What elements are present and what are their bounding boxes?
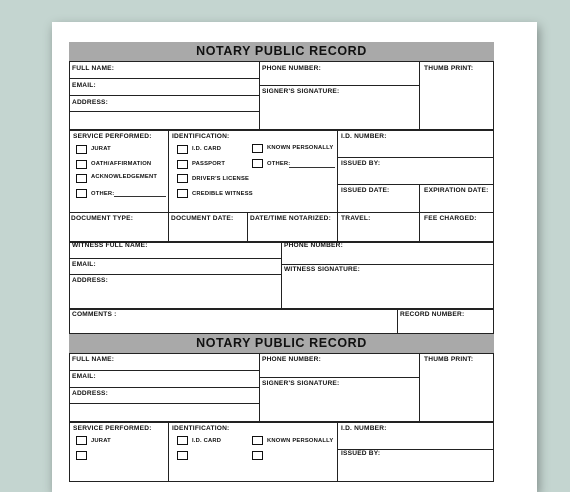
- drivers-license-label: DRIVER'S LICENSE: [192, 176, 250, 182]
- known-personally-label: KNOWN PERSONALLY: [267, 145, 334, 151]
- acknowledgement-checkbox[interactable]: [76, 174, 87, 183]
- service-other-line: [114, 196, 166, 197]
- expiration-date-label: EXPIRATION DATE:: [424, 187, 489, 194]
- record-number-label: RECORD NUMBER:: [400, 311, 465, 318]
- witness-address-label: ADDRESS:: [72, 277, 109, 284]
- witness-email-label: EMAIL:: [72, 261, 96, 268]
- datetime-notarized-label: DATE/TIME NOTARIZED:: [250, 215, 332, 222]
- thumb-print-label-2: THUMB PRINT:: [424, 356, 474, 363]
- phone-number-label-2: PHONE NUMBER:: [262, 356, 322, 363]
- passport-checkbox[interactable]: [177, 160, 188, 169]
- id-number-label: I.D. NUMBER:: [341, 133, 387, 140]
- known-personally-label-2: KNOWN PERSONALLY: [267, 438, 334, 444]
- credible-witness-label: CREDIBLE WITNESS: [192, 191, 253, 197]
- id-card-checkbox-2[interactable]: [177, 436, 188, 445]
- notary-record-form-1: [69, 42, 494, 334]
- form-title: NOTARY PUBLIC RECORD: [69, 42, 494, 61]
- address-label: ADDRESS:: [72, 99, 109, 106]
- witness-phone-label: PHONE NUMBER:: [284, 242, 344, 249]
- phone-number-label: PHONE NUMBER:: [262, 65, 322, 72]
- service-performed-label-2: SERVICE PERFORMED:: [73, 425, 152, 432]
- document-type-label: DOCUMENT TYPE:: [71, 215, 134, 222]
- service-other-label: OTHER:: [91, 191, 115, 197]
- travel-label: TRAVEL:: [341, 215, 371, 222]
- id-other-checkbox[interactable]: [252, 159, 263, 168]
- signer-signature-label-2: SIGNER'S SIGNATURE:: [262, 380, 340, 387]
- issued-date-label: ISSUED DATE:: [341, 187, 390, 194]
- document-date-label: DOCUMENT DATE:: [171, 215, 234, 222]
- email-label: EMAIL:: [72, 82, 96, 89]
- issued-by-label-2: ISSUED BY:: [341, 450, 381, 457]
- service-performed-label: SERVICE PERFORMED:: [73, 133, 152, 140]
- id-card-label: I.D. CARD: [192, 146, 222, 152]
- issued-by-label: ISSUED BY:: [341, 160, 381, 167]
- oath-affirmation-label: OATH/AFFIRMATION: [91, 161, 152, 167]
- id-other-line: [289, 167, 335, 168]
- email-label-2: EMAIL:: [72, 373, 96, 380]
- jurat-label-2: JURAT: [91, 438, 111, 444]
- credible-witness-checkbox[interactable]: [177, 189, 188, 198]
- known-personally-checkbox[interactable]: [252, 144, 263, 153]
- id-card-label-2: I.D. CARD: [192, 438, 222, 444]
- drivers-license-checkbox[interactable]: [177, 174, 188, 183]
- thumb-print-label: THUMB PRINT:: [424, 65, 474, 72]
- acknowledgement-label: ACKNOWLEDGEMENT: [91, 174, 158, 180]
- comments-label: COMMENTS :: [72, 311, 117, 318]
- passport-label: PASSPORT: [192, 161, 226, 167]
- id-number-label-2: I.D. NUMBER:: [341, 425, 387, 432]
- identification-label-2: IDENTIFICATION:: [172, 425, 230, 432]
- witness-full-name-label: WITNESS FULL NAME:: [72, 242, 148, 249]
- full-name-label-2: FULL NAME:: [72, 356, 115, 363]
- signer-signature-label: SIGNER'S SIGNATURE:: [262, 88, 340, 95]
- jurat-label: JURAT: [91, 146, 111, 152]
- identification-label: IDENTIFICATION:: [172, 133, 230, 140]
- jurat-checkbox[interactable]: [76, 145, 87, 154]
- known-personally-checkbox-2[interactable]: [252, 436, 263, 445]
- service-other-checkbox[interactable]: [76, 189, 87, 198]
- id-card-checkbox[interactable]: [177, 145, 188, 154]
- notary-record-form-2: [69, 334, 494, 474]
- address-label-2: ADDRESS:: [72, 390, 109, 397]
- id-other-label: OTHER:: [267, 161, 291, 167]
- full-name-label: FULL NAME:: [72, 65, 115, 72]
- form-title-2: NOTARY PUBLIC RECORD: [69, 334, 494, 353]
- witness-signature-label: WITNESS SIGNATURE:: [284, 266, 361, 273]
- jurat-checkbox-2[interactable]: [76, 436, 87, 445]
- fee-charged-label: FEE CHARGED:: [424, 215, 477, 222]
- oath-affirmation-checkbox[interactable]: [76, 160, 87, 169]
